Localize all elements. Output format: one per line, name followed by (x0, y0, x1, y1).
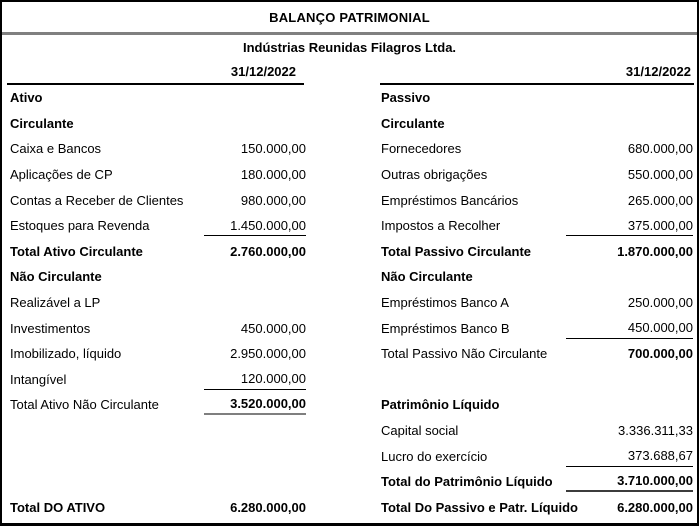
account-label: Contas a Receber de Clientes (10, 192, 184, 208)
row-outras-obrigacoes (381, 162, 693, 188)
account-label: Empréstimos Banco A (381, 295, 509, 311)
account-value: 150.000,00 (240, 141, 306, 157)
company-row (2, 35, 697, 59)
row-realizavel-a-lp (10, 290, 306, 316)
account-label: Impostos a Recolher (381, 218, 501, 234)
account-value (566, 87, 693, 108)
date-liabilities: 31/12/2022 (625, 63, 691, 79)
row-aplicacoes-de-cp (10, 162, 306, 188)
section-label: Não Circulante (381, 269, 473, 285)
row-total-ativo-nao-circulante (10, 392, 306, 418)
total-label: Total Passivo Circulante (381, 243, 532, 259)
account-label: Lucro do exercício (381, 448, 488, 464)
account-value (204, 292, 306, 313)
row-emprestimos-banco-b (381, 315, 693, 341)
account-value: 450.000,00 (240, 320, 306, 336)
total-value: 2.760.000,00 (230, 243, 306, 259)
row-ativo-circulante-header (10, 111, 306, 137)
account-value: 180.000,00 (240, 167, 306, 183)
row-emprestimos-bancarios (381, 187, 693, 213)
row-estoques-para-revenda (10, 213, 306, 239)
account-value: 250.000,00 (627, 295, 693, 311)
section-label: Não Circulante (10, 269, 102, 285)
report-title-bar (2, 2, 697, 35)
row-passivo-circulante-header (381, 111, 693, 137)
total-value: 1.870.000,00 (617, 243, 693, 259)
account-label: Empréstimos Bancários (381, 192, 519, 208)
account-value (204, 266, 306, 287)
account-label: Investimentos (10, 320, 91, 336)
grand-total-label: Total DO ATIVO (10, 499, 106, 515)
account-value (204, 87, 306, 108)
date-column-liabilities (380, 59, 694, 85)
account-value (566, 266, 693, 287)
row-patrimonio-liquido-header (381, 392, 693, 418)
assets-column (10, 85, 306, 520)
section-label: Passivo (381, 90, 431, 106)
account-label: Fornecedores (381, 141, 462, 157)
row-total-patrimonio-liquido (381, 469, 693, 495)
row-intangivel (10, 367, 306, 393)
account-value: 373.688,67 (566, 446, 693, 467)
account-value: 375.000,00 (566, 215, 693, 236)
column-gap (306, 85, 381, 520)
section-label: Patrimônio Líquido (381, 397, 500, 413)
account-label: Intangível (10, 371, 67, 387)
section-label: Circulante (381, 115, 445, 131)
total-label: Total Passivo Não Circulante (381, 346, 548, 362)
total-value: 3.710.000,00 (566, 471, 693, 492)
row-capital-social (381, 418, 693, 444)
date-column-assets (7, 59, 304, 85)
account-label: Realizável a LP (10, 295, 101, 311)
row-total-do-ativo (10, 495, 306, 521)
account-label: Caixa e Bancos (10, 141, 102, 157)
dates-gap (304, 59, 380, 85)
total-label: Total do Patrimônio Líquido (381, 474, 553, 490)
account-value (566, 369, 693, 390)
row-total-ativo-circulante (10, 239, 306, 265)
row-lucro-do-exercicio (381, 443, 693, 469)
account-value (204, 113, 306, 134)
row-emprestimos-banco-a (381, 290, 693, 316)
company-name: Indústrias Reunidas Filagros Ltda. (242, 39, 457, 55)
account-value: 120.000,00 (204, 369, 306, 390)
report-title: BALANÇO PATRIMONIAL (269, 9, 430, 25)
account-value: 680.000,00 (627, 141, 693, 157)
grand-total-value: 6.280.000,00 (617, 499, 693, 515)
total-label: Total Ativo Circulante (10, 243, 143, 259)
total-value: 700.000,00 (627, 346, 693, 362)
empty-row (10, 443, 306, 469)
row-total-passivo-nao-circulante (381, 341, 693, 367)
account-label: Imobilizado, líquido (10, 346, 122, 362)
account-label: Empréstimos Banco B (381, 320, 510, 336)
grand-total-label: Total Do Passivo e Patr. Líquido (381, 499, 578, 515)
row-imobilizado-liquido (10, 341, 306, 367)
section-label: Circulante (10, 115, 74, 131)
account-value: 2.950.000,00 (230, 346, 306, 362)
total-value: 3.520.000,00 (204, 394, 306, 415)
account-label: Capital social (381, 423, 459, 439)
row-contas-a-receber (10, 187, 306, 213)
row-fornecedores (381, 136, 693, 162)
statement-columns (2, 85, 697, 520)
account-value (566, 394, 693, 415)
account-value (204, 471, 306, 492)
account-label: Aplicações de CP (10, 167, 113, 183)
account-value: 265.000,00 (627, 192, 693, 208)
row-total-passivo-e-pl (381, 495, 693, 521)
account-value (204, 420, 306, 441)
row-impostos-a-recolher (381, 213, 693, 239)
row-investimentos (10, 315, 306, 341)
row-caixa-e-bancos (10, 136, 306, 162)
account-value: 450.000,00 (566, 318, 693, 339)
empty-row (10, 469, 306, 495)
account-value: 980.000,00 (240, 192, 306, 208)
empty-row (381, 367, 693, 393)
account-value (566, 113, 693, 134)
dates-row (2, 59, 697, 85)
row-total-passivo-circulante (381, 239, 693, 265)
row-ativo-header (10, 85, 306, 111)
account-label: Outras obrigações (381, 167, 488, 183)
date-assets: 31/12/2022 (230, 63, 296, 79)
row-passivo-header (381, 85, 693, 111)
grand-total-value: 6.280.000,00 (230, 499, 306, 515)
empty-row (10, 418, 306, 444)
account-value: 550.000,00 (627, 167, 693, 183)
account-label: Estoques para Revenda (10, 218, 150, 234)
row-passivo-nao-circulante-header (381, 264, 693, 290)
account-value (204, 446, 306, 467)
total-label: Total Ativo Não Circulante (10, 397, 159, 413)
account-value: 1.450.000,00 (204, 215, 306, 236)
section-label: Ativo (10, 90, 43, 106)
account-value: 3.336.311,33 (618, 423, 693, 439)
liabilities-column (381, 85, 693, 520)
row-ativo-nao-circulante-header (10, 264, 306, 290)
